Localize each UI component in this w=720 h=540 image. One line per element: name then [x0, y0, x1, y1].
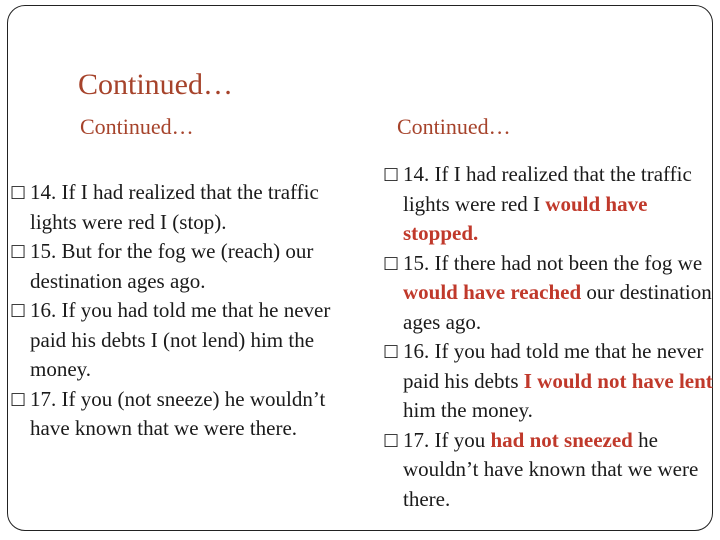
- exercise-item-16: [10, 296, 370, 385]
- checkbox-bullet-icon: □: [10, 388, 27, 409]
- checkbox-bullet-icon: □: [383, 164, 400, 184]
- exercise-item-14: [10, 178, 370, 237]
- answer-highlight: would have stopped.: [403, 191, 648, 245]
- checkbox-bullet-icon: □: [383, 341, 400, 361]
- answer-text-pre: 16. If you had told me that he never paid his debts: [403, 339, 704, 393]
- answer-text-pre: 14. If I had realized that the traffic lights were red I: [403, 162, 692, 216]
- checkbox-bullet-icon: □: [383, 429, 400, 450]
- slide-title: Continued…: [78, 68, 233, 101]
- exercise-text: 14. If I had realized that the traffic lights were red I (stop).: [30, 180, 319, 234]
- answer-text-pre: 17. If you: [403, 427, 491, 452]
- checkbox-bullet-icon: □: [10, 300, 27, 320]
- exercise-text: 16. If you had told me that he never paid his debts I (not lend) him the money.: [30, 298, 331, 381]
- answer-text-post: him the money.: [403, 398, 533, 422]
- checkbox-bullet-icon: □: [10, 182, 27, 202]
- exercise-item-17: [10, 385, 370, 444]
- answer-item-15: [383, 249, 717, 338]
- exercise-text: 17. If you (not sneeze) he wouldn’t have known that we were there.: [30, 386, 326, 440]
- exercise-list: [10, 178, 370, 444]
- left-column-heading: Continued…: [80, 114, 194, 139]
- checkbox-bullet-icon: □: [10, 241, 27, 261]
- answer-text-post: our destination ages ago.: [403, 280, 712, 334]
- answer-text-pre: 15. If there had not been the fog we: [403, 250, 703, 275]
- answer-list: [383, 160, 717, 514]
- answer-highlight: would have reached: [403, 280, 582, 304]
- answer-highlight: I would not have lent: [523, 368, 713, 393]
- answer-item-17: [383, 426, 717, 515]
- exercise-item-15: [10, 237, 370, 296]
- answer-text-post: he wouldn’t have known that we were there.: [403, 427, 699, 511]
- right-column-heading: Continued…: [397, 114, 511, 139]
- answer-item-16: [383, 337, 717, 426]
- checkbox-bullet-icon: □: [383, 252, 400, 273]
- answer-item-14: [383, 160, 717, 249]
- answer-highlight: had not sneezed: [490, 427, 633, 452]
- exercise-text: 15. But for the fog we (reach) our destination ages ago.: [30, 239, 314, 293]
